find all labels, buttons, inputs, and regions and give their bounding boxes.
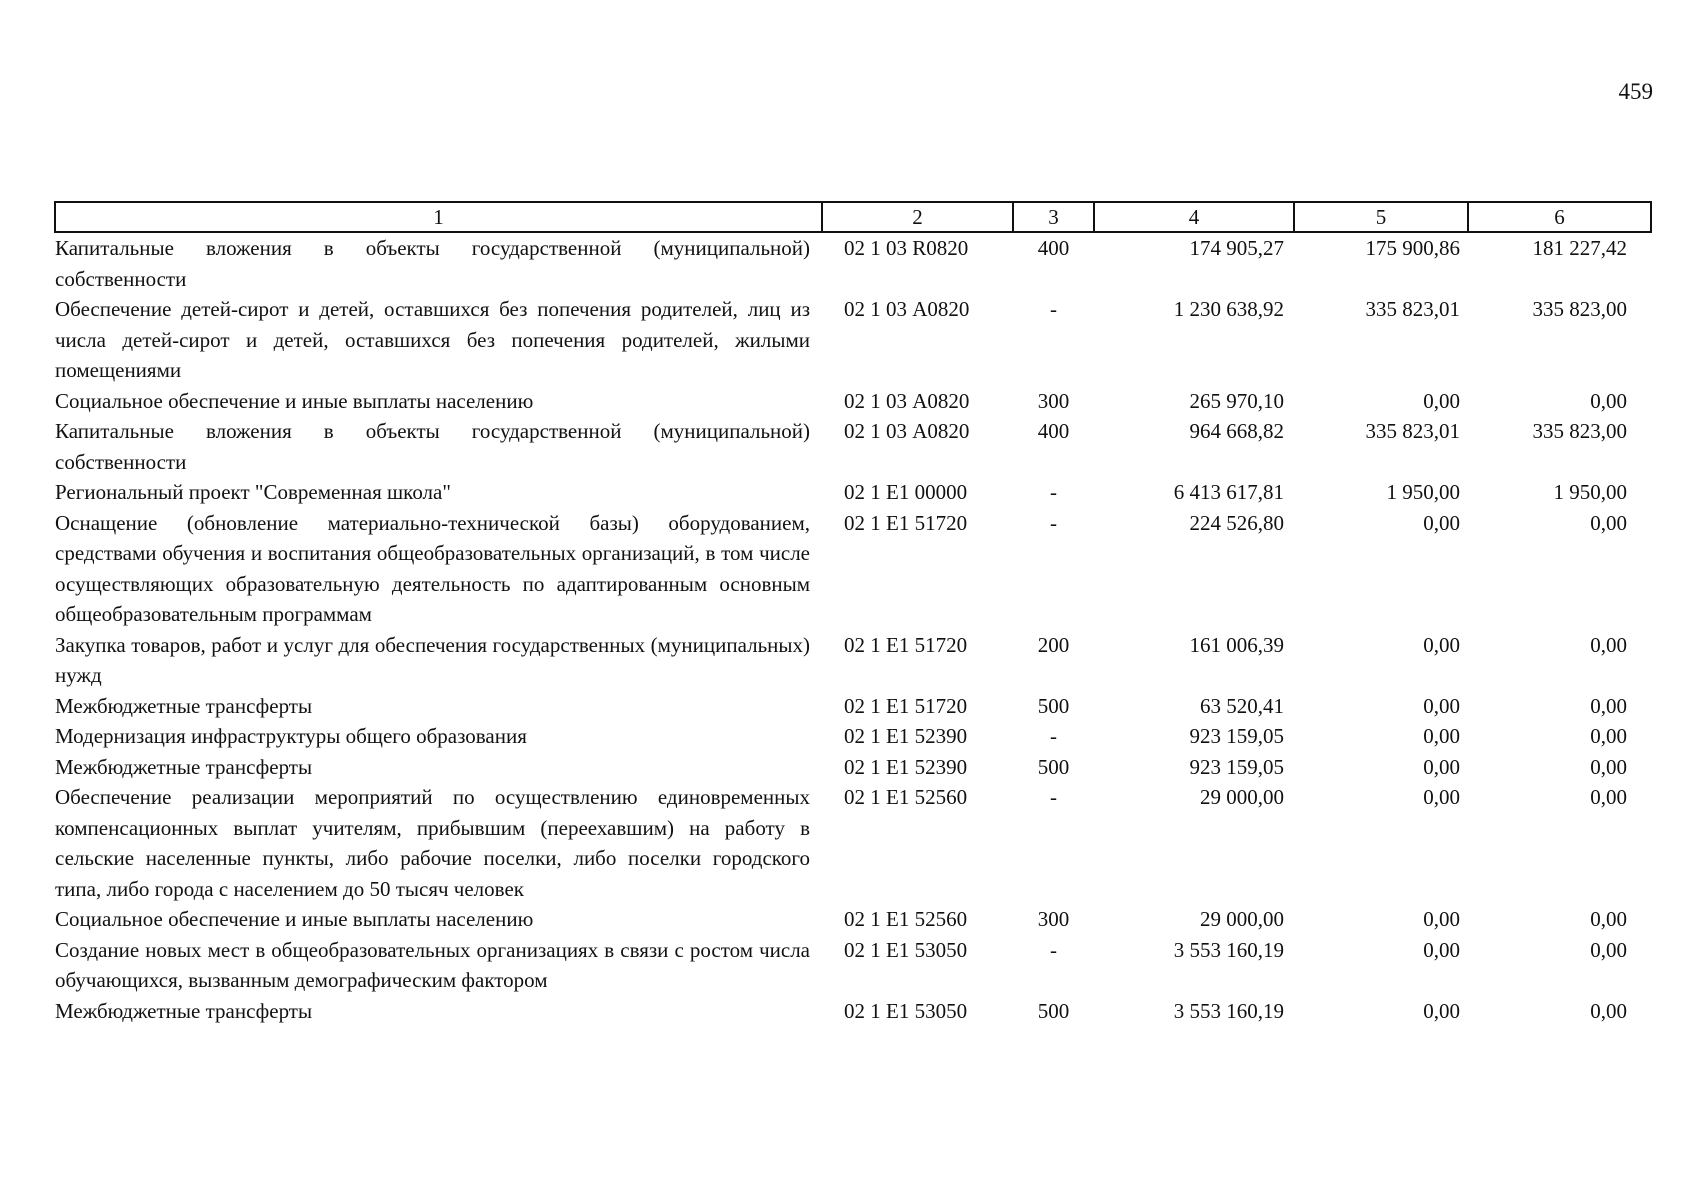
row-expense-type-cell: 400 xyxy=(1037,236,1070,260)
row-value-year3-cell: 0,00 xyxy=(1590,785,1627,809)
table-row xyxy=(55,935,1651,996)
row-value-year3-cell: 0,00 xyxy=(1590,632,1627,657)
row-code-cell: 02 1 Е1 52560 xyxy=(844,907,968,931)
row-code-cell: 02 1 Е1 52390 xyxy=(844,724,968,748)
table-row xyxy=(55,294,1651,386)
header-col-4: 4 xyxy=(1094,202,1294,232)
row-expense-type-cell: 400 xyxy=(1037,419,1070,443)
row-name-cell: Создание новых мест в общеобразовательных организациях в связи с ростом числа обучающихся, вызванным демографическим фактором xyxy=(55,937,810,992)
row-value-year2-cell: 175 900,86 xyxy=(1365,236,1460,260)
row-value-year2-cell: 0,00 xyxy=(1423,510,1460,535)
table-header xyxy=(55,202,1651,232)
row-expense-type-cell: - xyxy=(1050,297,1057,321)
row-value-year2-cell: 0,00 xyxy=(1423,785,1460,809)
table-row xyxy=(55,630,1651,691)
row-expense-type-cell: - xyxy=(1050,724,1057,748)
header-col-6: 6 xyxy=(1468,202,1651,232)
row-value-year1-cell: 29 000,00 xyxy=(1200,785,1284,809)
row-value-year3-cell: 0,00 xyxy=(1590,754,1627,779)
row-name-cell: Межбюджетные трансферты xyxy=(55,998,313,1023)
row-value-year1-cell: 923 159,05 xyxy=(1189,754,1284,779)
row-code-cell: 02 1 Е1 52390 xyxy=(844,754,968,779)
row-name-cell: Закупка товаров, работ и услуг для обеспечения государственных (муниципальных) нужд xyxy=(55,632,810,687)
row-expense-type-cell: - xyxy=(1050,785,1057,809)
row-value-year3-cell: 335 823,00 xyxy=(1532,419,1627,443)
row-name-cell: Межбюджетные трансферты xyxy=(55,754,313,779)
table-row xyxy=(55,904,1651,935)
row-name-cell: Межбюджетные трансферты xyxy=(55,693,313,718)
row-name-cell: Социальное обеспечение и иные выплаты населению xyxy=(55,907,534,931)
row-code-cell: 02 1 Е1 53050 xyxy=(844,998,968,1023)
row-expense-type-cell: 200 xyxy=(1037,632,1070,657)
row-value-year1-cell: 923 159,05 xyxy=(1189,724,1284,748)
row-value-year1-cell: 63 520,41 xyxy=(1200,693,1284,718)
table-row xyxy=(55,416,1651,477)
table-row xyxy=(55,691,1651,722)
row-name-cell: Региональный проект "Современная школа" xyxy=(55,480,451,504)
row-expense-type-cell: - xyxy=(1050,510,1057,535)
table-row xyxy=(55,721,1651,752)
row-expense-type-cell: - xyxy=(1050,480,1057,504)
row-expense-type-cell: 500 xyxy=(1037,754,1070,779)
row-value-year1-cell: 6 413 617,81 xyxy=(1173,480,1284,504)
row-code-cell: 02 1 Е1 53050 xyxy=(844,937,968,962)
row-name-cell: Оснащение (обновление материально-технической базы) оборудованием, средствами обучения и воспитания общеобразовательных организаций, в том числе осуществляющих образовательную деятельность по адаптированным основным общеобразовательным программам xyxy=(55,510,810,626)
row-value-year1-cell: 964 668,82 xyxy=(1189,419,1284,443)
row-code-cell: 02 1 Е1 00000 xyxy=(844,480,968,504)
row-value-year1-cell: 161 006,39 xyxy=(1189,632,1284,657)
row-value-year3-cell: 0,00 xyxy=(1590,998,1627,1023)
row-value-year2-cell: 0,00 xyxy=(1423,632,1460,657)
table-row xyxy=(55,996,1651,1027)
row-value-year2-cell: 0,00 xyxy=(1423,388,1460,413)
row-value-year2-cell: 0,00 xyxy=(1423,693,1460,718)
page-number: 459 xyxy=(1618,79,1653,104)
header-col-3: 3 xyxy=(1013,202,1094,232)
header-col-1: 1 xyxy=(55,202,822,232)
row-value-year2-cell: 335 823,01 xyxy=(1365,297,1460,321)
row-value-year1-cell: 29 000,00 xyxy=(1200,907,1284,931)
row-value-year1-cell: 3 553 160,19 xyxy=(1173,998,1284,1023)
row-code-cell: 02 1 03 А0820 xyxy=(844,297,970,321)
row-code-cell: 02 1 Е1 51720 xyxy=(844,510,968,535)
table-body xyxy=(55,232,1651,1026)
header-col-2: 2 xyxy=(822,202,1013,232)
table-row xyxy=(55,232,1651,294)
row-value-year2-cell: 335 823,01 xyxy=(1365,419,1460,443)
row-expense-type-cell: 300 xyxy=(1037,907,1070,931)
table-row xyxy=(55,386,1651,417)
row-value-year3-cell: 0,00 xyxy=(1590,724,1627,748)
row-value-year1-cell: 1 230 638,92 xyxy=(1173,297,1284,321)
row-value-year2-cell: 0,00 xyxy=(1423,754,1460,779)
row-value-year2-cell: 0,00 xyxy=(1423,937,1460,962)
row-value-year2-cell: 0,00 xyxy=(1423,907,1460,931)
header-row xyxy=(55,202,1651,232)
table-row xyxy=(55,782,1651,904)
row-name-cell: Социальное обеспечение и иные выплаты населению xyxy=(55,388,534,413)
row-name-cell: Модернизация инфраструктуры общего образования xyxy=(55,724,527,748)
row-expense-type-cell: - xyxy=(1050,937,1057,962)
row-code-cell: 02 1 03 А0820 xyxy=(844,388,970,413)
header-col-5: 5 xyxy=(1294,202,1468,232)
row-code-cell: 02 1 Е1 52560 xyxy=(844,785,968,809)
budget-table xyxy=(54,201,1652,1026)
row-value-year1-cell: 224 526,80 xyxy=(1189,510,1284,535)
row-value-year1-cell: 3 553 160,19 xyxy=(1173,937,1284,962)
row-name-cell: Капитальные вложения в объекты государственной (муниципальной) собственности xyxy=(55,419,810,474)
row-code-cell: 02 1 Е1 51720 xyxy=(844,632,968,657)
row-name-cell: Капитальные вложения в объекты государственной (муниципальной) собственности xyxy=(55,236,810,291)
row-code-cell: 02 1 03 А0820 xyxy=(844,419,970,443)
table-row xyxy=(55,477,1651,508)
row-value-year3-cell: 0,00 xyxy=(1590,937,1627,962)
row-value-year3-cell: 1 950,00 xyxy=(1553,480,1627,504)
row-value-year3-cell: 0,00 xyxy=(1590,510,1627,535)
row-value-year1-cell: 265 970,10 xyxy=(1189,388,1284,413)
row-value-year2-cell: 1 950,00 xyxy=(1386,480,1460,504)
table-row xyxy=(55,752,1651,783)
row-expense-type-cell: 300 xyxy=(1037,388,1070,413)
row-value-year3-cell: 0,00 xyxy=(1590,907,1627,931)
row-value-year3-cell: 335 823,00 xyxy=(1532,297,1627,321)
row-name-cell: Обеспечение детей-сирот и детей, оставшихся без попечения родителей, лиц из числа детей-сирот и детей, оставшихся без попечения родителей, жилыми помещениями xyxy=(55,297,810,382)
row-expense-type-cell: 500 xyxy=(1037,998,1070,1023)
row-expense-type-cell: 500 xyxy=(1037,693,1070,718)
row-code-cell: 02 1 Е1 51720 xyxy=(844,693,968,718)
row-code-cell: 02 1 03 R0820 xyxy=(844,236,969,260)
row-name-cell: Обеспечение реализации мероприятий по осуществлению единовременных компенсационных выплат учителям, прибывшим (переехавшим) на работу в сельские населенные пункты, либо рабочие поселки, либо поселки городского типа, либо города с населением до 50 тысяч человек xyxy=(55,785,810,901)
row-value-year2-cell: 0,00 xyxy=(1423,724,1460,748)
table-row xyxy=(55,508,1651,630)
row-value-year2-cell: 0,00 xyxy=(1423,998,1460,1023)
row-value-year3-cell: 0,00 xyxy=(1590,693,1627,718)
row-value-year3-cell: 0,00 xyxy=(1590,388,1627,413)
row-value-year3-cell: 181 227,42 xyxy=(1532,236,1627,260)
row-value-year1-cell: 174 905,27 xyxy=(1189,236,1284,260)
